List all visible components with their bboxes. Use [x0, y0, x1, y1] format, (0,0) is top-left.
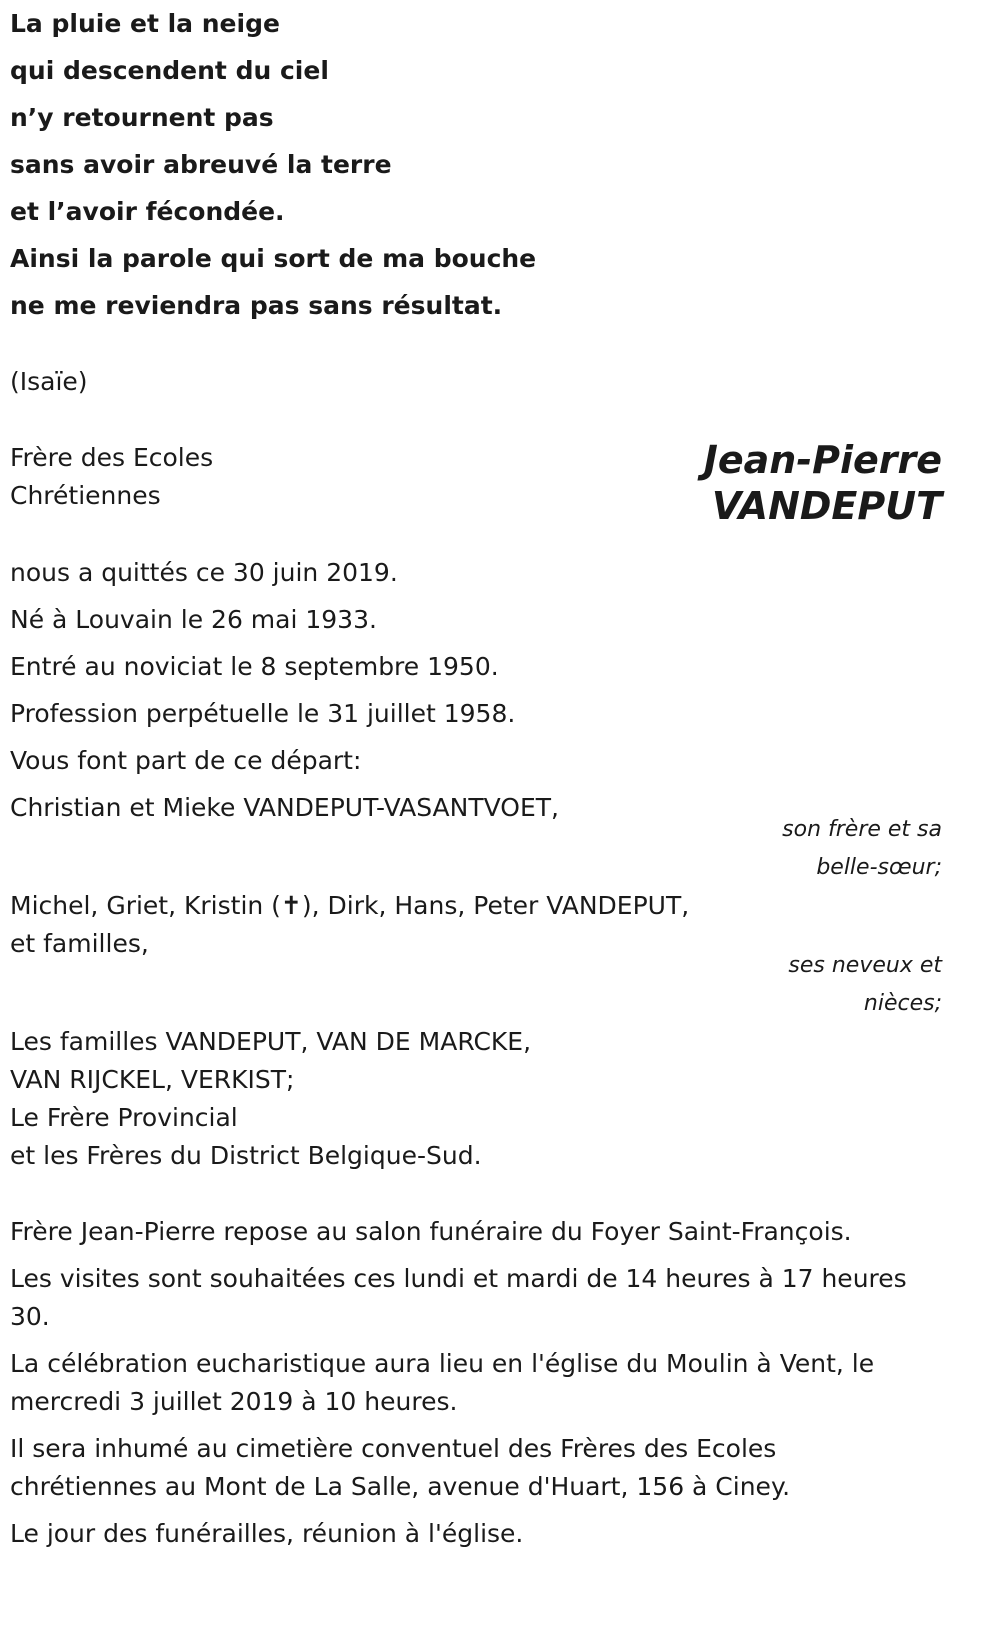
announcement-line: Né à Louvain le 26 mai 1933.	[10, 605, 377, 634]
family-others-line: VAN RIJCKEL, VERKIST;	[10, 1065, 295, 1094]
details-line: Il sera inhumé au cimetière conventuel des Frères des Ecoles	[10, 1434, 777, 1463]
family-nephews: Michel, Griet, Kristin (✝), Dirk, Hans, Peter VANDEPUT,	[10, 891, 690, 920]
verse-line: Ainsi la parole qui sort de ma bouche	[10, 244, 537, 273]
details-line: Le jour des funérailles, réunion à l'église.	[10, 1519, 524, 1548]
verse-line: sans avoir abreuvé la terre	[10, 150, 392, 179]
family-others-line: Les familles VANDEPUT, VAN DE MARCKE,	[10, 1027, 532, 1056]
family-relation: son frère et sa	[782, 817, 942, 842]
verse-line: et l’avoir fécondée.	[10, 197, 285, 226]
details-line: chrétiennes au Mont de La Salle, avenue d'Huart, 156 à Ciney.	[10, 1472, 791, 1501]
deceased-last-name: VANDEPUT	[711, 484, 942, 528]
verse-line: La pluie et la neige	[10, 9, 280, 38]
announcement-line: Entré au noviciat le 8 septembre 1950.	[10, 652, 499, 681]
announcement-line: nous a quittés ce 30 juin 2019.	[10, 558, 398, 587]
details-line: Frère Jean-Pierre repose au salon funéraire du Foyer Saint-François.	[10, 1217, 852, 1246]
family-others-line: et les Frères du District Belgique-Sud.	[10, 1141, 482, 1170]
details-line: 30.	[10, 1302, 50, 1331]
announcement-line: Profession perpétuelle le 31 juillet 1958.	[10, 699, 516, 728]
verse-line: qui descendent du ciel	[10, 56, 329, 85]
verse-line: ne me reviendra pas sans résultat.	[10, 291, 503, 320]
family-brother: Christian et Mieke VANDEPUT-VASANTVOET,	[10, 793, 559, 822]
family-relation: nièces;	[863, 991, 942, 1016]
details-line: Les visites sont souhaitées ces lundi et mardi de 14 heures à 17 heures	[10, 1264, 907, 1293]
deceased-first-name: Jean-Pierre	[703, 438, 942, 482]
family-others-line: Le Frère Provincial	[10, 1103, 238, 1132]
verse-source: (Isaïe)	[10, 367, 88, 396]
details-line: La célébration eucharistique aura lieu en l'église du Moulin à Vent, le	[10, 1349, 875, 1378]
family-relation: ses neveux et	[788, 953, 942, 978]
deceased-title-line: Chrétiennes	[10, 481, 161, 510]
family-relation: belle-sœur;	[816, 855, 942, 880]
announcement-line: Vous font part de ce départ:	[10, 746, 362, 775]
details-line: mercredi 3 juillet 2019 à 10 heures.	[10, 1387, 458, 1416]
verse-line: n’y retournent pas	[10, 103, 274, 132]
deceased-title-line: Frère des Ecoles	[10, 443, 214, 472]
family-nephews: et familles,	[10, 929, 149, 958]
